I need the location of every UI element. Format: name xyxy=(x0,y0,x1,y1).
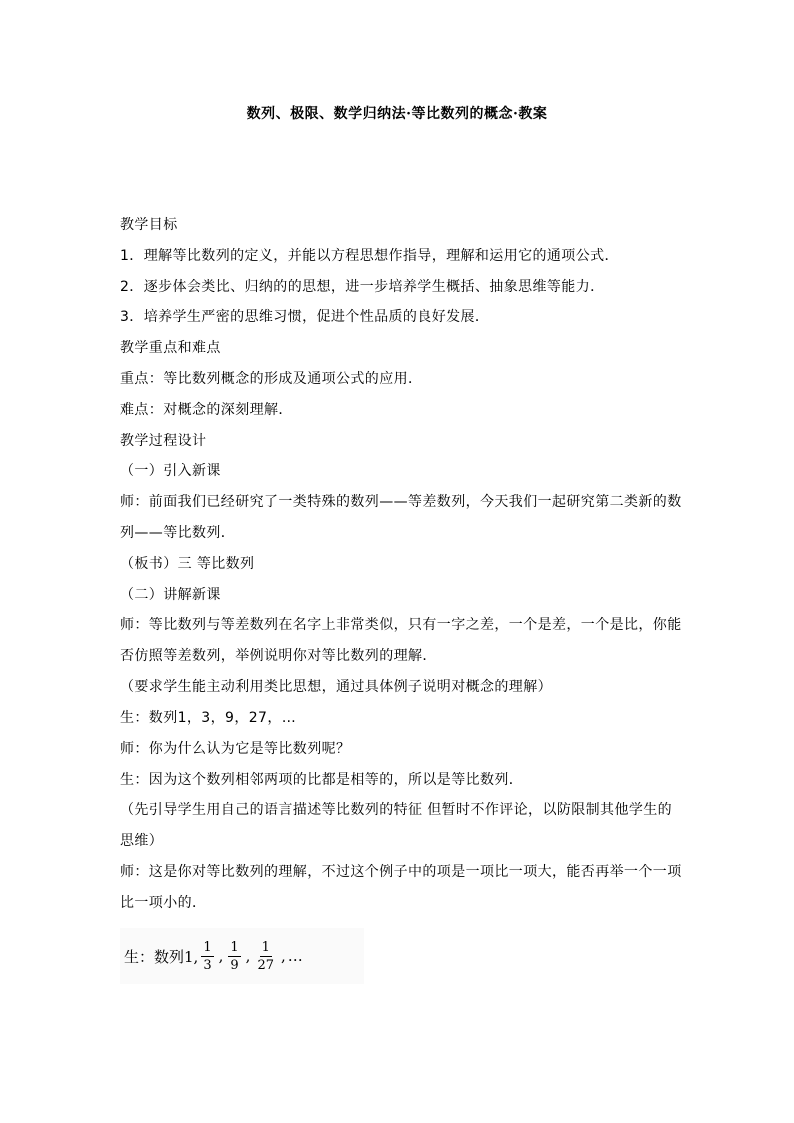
guidance-note: （先引导学生用自己的语言描述等比数列的特征 但暂时不作评论，以防限制其他学生的思维） xyxy=(120,802,673,850)
student-answer-2: 生：因为这个数列相邻两项的比都是相等的，所以是等比数列． xyxy=(120,771,524,788)
formula-ellipsis: … xyxy=(287,947,303,965)
comma: , xyxy=(218,947,224,965)
fraction-1-9 xyxy=(228,939,240,974)
comma: , xyxy=(245,947,251,965)
student-answer-1: 生：数列1，3，9，27，… xyxy=(120,710,297,727)
goal-item-1: 1．理解等比数列的定义，并能以方程思想作指导，理解和运用它的通项公式． xyxy=(120,247,619,264)
heading-teaching-goals: 教学目标 xyxy=(120,217,178,233)
section-intro: （一）引入新课 xyxy=(120,463,221,480)
heading-process-design: 教学过程设计 xyxy=(120,432,207,449)
fraction-numerator: 1 xyxy=(261,939,270,955)
teacher-question: 师：你为什么认为它是等比数列呢？ xyxy=(120,740,351,757)
formula-prefix: 生：数列1, xyxy=(124,947,199,966)
board-note: （板书）三 等比数列 xyxy=(120,555,255,572)
fraction-denominator: 27 xyxy=(257,957,274,973)
requirement-note: （要求学生能主动利用类比思想，通过具体例子说明对概念的理解） xyxy=(120,679,552,696)
fraction-1-27 xyxy=(255,939,276,974)
goal-item-3: 3．培养学生严密的思维习惯，促进个性品质的良好发展． xyxy=(120,309,490,326)
fraction-1-3 xyxy=(201,939,213,974)
document-body xyxy=(120,215,685,924)
section-new-lesson: （二）讲解新课 xyxy=(120,586,221,603)
fraction-numerator: 1 xyxy=(230,939,239,955)
fraction-denominator: 3 xyxy=(203,957,212,973)
heading-key-points: 教学重点和难点 xyxy=(120,340,221,357)
document-title: 数列、极限、数学归纳法·等比数列的概念·教案 xyxy=(246,106,548,122)
teacher-paragraph-1: 师：前面我们已经研究了一类特殊的数列——等差数列，今天我们一起研究第二类新的数列——等比数列． xyxy=(120,493,682,541)
goal-item-2: 2．逐步体会类比、归纳的的思想，进一步培养学生概括、抽象思维等能力． xyxy=(120,278,605,295)
comma: , xyxy=(280,947,286,965)
teacher-paragraph-3: 师：这是你对等比数列的理解，不过这个例子中的项是一项比一项大，能否再举一个一项比一项小的． xyxy=(120,863,682,911)
fraction-denominator: 9 xyxy=(230,957,239,973)
teacher-paragraph-2: 师：等比数列与等差数列在名字上非常类似，只有一字之差，一个是差，一个是比，你能否仿照等差数列，举例说明你对等比数列的理解． xyxy=(120,617,682,665)
formula-image xyxy=(120,928,364,984)
difficult-point: 难点：对概念的深刻理解． xyxy=(120,401,293,418)
key-point: 重点：等比数列概念的形成及通项公式的应用． xyxy=(120,370,423,387)
fraction-numerator: 1 xyxy=(203,939,212,955)
